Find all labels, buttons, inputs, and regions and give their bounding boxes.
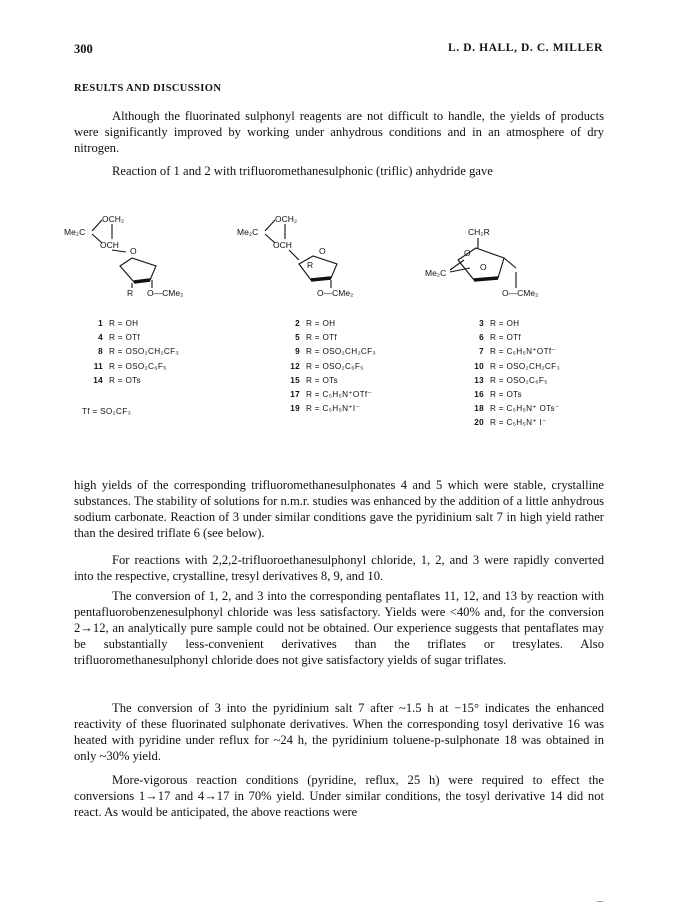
compound-row: [85, 345, 179, 359]
paragraph: For reactions with 2,2,2-trifluoroethanesulphonyl chloride, 1, 2, and 3 were rapidly converted into the respective, crystalline, tresyl derivatives 8, 9, and 10.: [74, 553, 604, 583]
compound-substituent: R = C₅H₅N⁺ OTs⁻: [490, 404, 560, 414]
structure-label: OCH: [273, 240, 292, 250]
compound-list: [282, 317, 376, 416]
compound-substituent: R = OTf: [490, 333, 521, 343]
structure-label: O: [464, 248, 471, 258]
compound-substituent: R = OSO₂CH₂CF₃: [306, 347, 377, 357]
compound-row: [466, 416, 560, 430]
compound-number: 9: [295, 347, 300, 357]
compound-row: [282, 388, 376, 402]
running-header-authors: L. D. HALL, D. C. MILLER: [448, 42, 603, 54]
paragraph: The conversion of 1, 2, and 3 into the corresponding pentaflates 11, 12, and 13 by reaction with pentafluorobenzenesulphonyl chloride was less satisfactory. Yields were <40% and, for the conversion 2→12, an analytically pure sample could not be obtained. Our experience suggests that pentaflates may be substantially less-convenient derivatives than the triflates or tresylates. Also trifluoromethanesulphonyl chloride does not give satisfactory yields of sugar triflates.: [74, 589, 604, 667]
compound-substituent: R = OTs: [490, 390, 522, 400]
compound-number: 10: [474, 361, 484, 371]
compound-number: 12: [290, 361, 300, 371]
compound-number: 15: [290, 375, 300, 385]
chemical-structure: [64, 210, 214, 310]
compound-row: [466, 345, 560, 359]
compound-row: [85, 331, 179, 345]
compound-number: 8: [98, 347, 103, 357]
structure-label: O: [319, 246, 326, 256]
compound-number: 4: [98, 333, 103, 343]
compound-substituent: R = OSO₂C₆F₅: [490, 375, 548, 385]
compound-substituent: R = OH: [306, 319, 336, 328]
paragraph: The conversion of 3 into the pyridinium salt 7 after ~1.5 h at −15° indicates the enhanced reactivity of these fluorinated sulphonate derivatives. When the corresponding tosyl derivative 16 was heated with pyridine under reflux for ~24 h, the pyridinium toluene-p-sulphonate 18 was obtained in only ~30% yield.: [74, 701, 604, 763]
structure-label: OCH₂: [275, 214, 298, 224]
compound-number: 1: [98, 319, 103, 328]
compound-substituent: R = OTs: [306, 375, 338, 385]
compound-row: [466, 374, 560, 388]
compound-substituent: R = OSO₂CH₂CF₃: [109, 347, 180, 357]
compound-substituent: R = C₅H₅N⁺OTf⁻: [306, 390, 373, 400]
compound-row: [282, 345, 376, 359]
compound-substituent: R = OH: [109, 319, 139, 328]
page-number: 300: [74, 42, 93, 56]
structure-label: Me₂C: [237, 227, 259, 237]
compound-number: 2: [295, 319, 300, 328]
compound-list: [85, 317, 179, 388]
compound-row: [466, 331, 560, 345]
compound-substituent: R = OTf: [306, 333, 337, 343]
paragraph: Reaction of 1 and 2 with trifluoromethanesulphonic (triflic) anhydride gave: [112, 164, 493, 178]
compound-number: 16: [474, 390, 484, 400]
compound-number: 6: [479, 333, 484, 343]
compound-row: [282, 374, 376, 388]
compound-row: [85, 317, 179, 331]
compound-number: 18: [474, 404, 484, 414]
structure-label: Me₂C: [64, 227, 86, 237]
abbreviation-definition: Tf = SO₂CF₃: [82, 407, 132, 416]
structure-label: OCH: [100, 240, 119, 250]
compound-substituent: R = C₅H₅N⁺OTf⁻: [490, 347, 557, 357]
compound-row: [466, 317, 560, 331]
compound-number: 13: [474, 375, 484, 385]
structure-label: R: [127, 288, 134, 298]
compound-substituent: R = OSO₂C₆F₅: [306, 361, 364, 371]
compound-number: 20: [474, 418, 484, 428]
compound-number: 19: [290, 404, 300, 414]
compound-substituent: R = OSO₂C₆F₅: [109, 361, 167, 371]
compound-number: 5: [295, 333, 300, 343]
structure-label: R: [307, 260, 314, 270]
compound-substituent: R = C₅H₅N⁺ I⁻: [490, 418, 547, 428]
paragraph: high yields of the corresponding trifluoromethanesulphonates 4 and 5 which were stable, crystalline substances. The stability of solutions for n.m.r. studies was enhanced by the addition of a little anhydrous sodium carbonate. Reaction of 3 under similar conditions gave the pyridinium salt 7 in high yield rather than the desired triflate 6 (see below).: [74, 478, 605, 540]
paragraph: Although the fluorinated sulphonyl reagents are not difficult to handle, the yields of products were significantly improved by working under anhydrous conditions and in an atmosphere of dry nitrogen.: [74, 109, 604, 155]
compound-row: [282, 331, 376, 345]
chemical-structure: [237, 210, 387, 310]
compound-number: 14: [93, 375, 103, 385]
compound-number: 11: [93, 361, 103, 371]
compound-row: [85, 374, 179, 388]
compound-row: [466, 360, 560, 374]
structure-label: CH₂R: [468, 227, 490, 237]
compound-row: [282, 317, 376, 331]
page-mark: [597, 901, 603, 902]
paragraph: More-vigorous reaction conditions (pyridine, reflux, 25 h) were required to effect the conversions 1→17 and 4→17 in 70% yield. Under similar conditions, the tosyl derivative 14 did not react. As would be anticipated, the above reactions were: [74, 773, 604, 819]
compound-number: 17: [290, 390, 300, 400]
compound-number: 3: [479, 319, 484, 328]
structure-label: OCH₂: [102, 214, 125, 224]
compound-substituent: R = OH: [490, 319, 520, 328]
compound-row: [466, 388, 560, 402]
compound-substituent: R = OTf: [109, 333, 140, 343]
structure-label: O—CMe₂: [147, 288, 184, 298]
compound-row: [282, 402, 376, 416]
structure-label: O: [130, 246, 137, 256]
compound-substituent: R = C₅H₅N⁺I⁻: [306, 404, 361, 414]
structure-label: O: [480, 262, 487, 272]
compound-substituent: R = OSO₂CH₂CF₃: [490, 361, 561, 371]
compound-list: [466, 317, 560, 431]
section-heading: RESULTS AND DISCUSSION: [74, 83, 222, 94]
compound-number: 7: [479, 347, 484, 357]
structure-label: O—CMe₂: [502, 288, 539, 298]
compound-row: [466, 402, 560, 416]
structure-label: Me₂C: [425, 268, 447, 278]
structure-label: O—CMe₂: [317, 288, 354, 298]
chemical-structure: [420, 210, 570, 310]
compound-substituent: R = OTs: [109, 375, 141, 385]
compound-row: [282, 360, 376, 374]
compound-row: [85, 360, 179, 374]
